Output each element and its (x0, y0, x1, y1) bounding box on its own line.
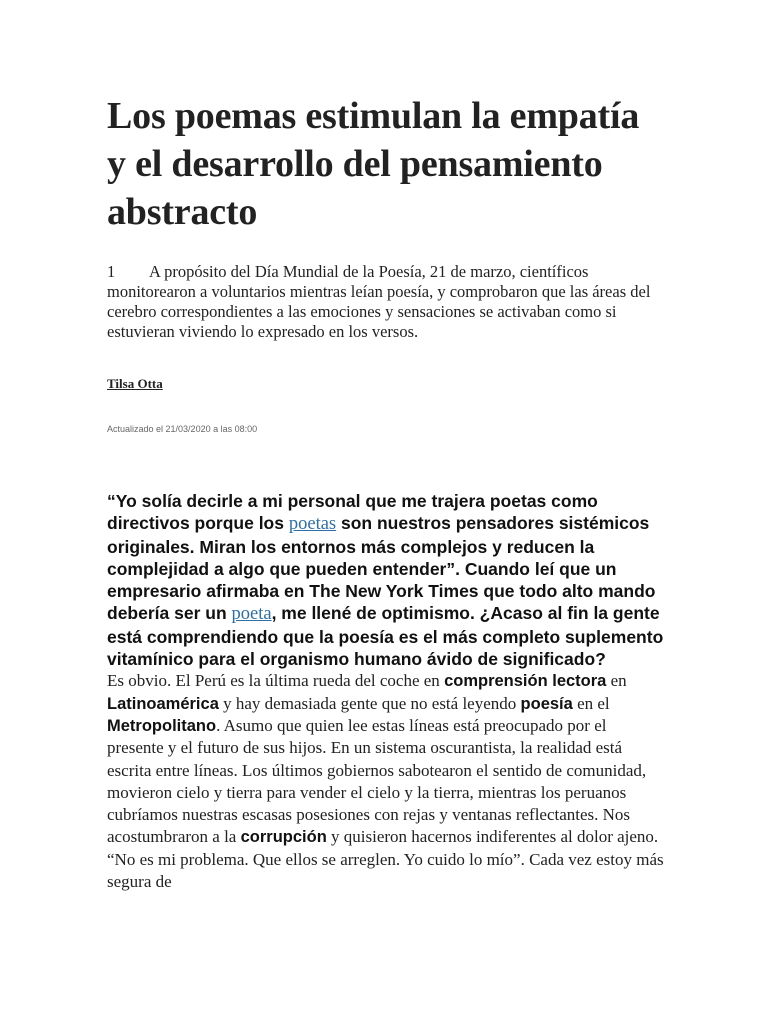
article (107, 92, 667, 893)
article-summary (107, 262, 667, 342)
poetas-link[interactable]: poetas (288, 514, 337, 535)
summary-number: 1 (107, 262, 116, 281)
keyword-corrupcion[interactable]: corrupción (240, 828, 327, 847)
keyword-comprension-lectora[interactable]: comprensión lectora (444, 672, 607, 691)
body-text-3: y hay demasiada gente que no está leyendo (218, 693, 521, 713)
body-text-6: y quisieron hacernos indiferentes al dolor ajeno. “No es mi problema. Que ellos se arreglen. Yo cuido lo mío”. Cada vez estoy más segura de (107, 827, 664, 892)
body-text-1: Es obvio. El Perú es la última rueda del coche en (107, 671, 445, 691)
lead-text-2: son nuestros pensadores sistémicos originales. Miran los entornos más complejos y reducen la complejidad a algo que pueden entender”. Cuando leí que un empresario afirmaba en The New York Times que todo alto mando debería ser un (107, 513, 656, 624)
keyword-poesia[interactable]: poesía (520, 694, 573, 713)
body-text-5: . Asumo que quien lee estas líneas está preocupado por el presente y el futuro de sus hijos. En un sistema oscurantista, la realidad está escrita entre líneas. Los últimos gobiernos sabotearon el sentido de comunidad, movieron cielo y tierra para vender el cielo y la tierra, mientras los peruanos cubríamos nuestras escasas posesiones con rejas y ventanas reflectantes. Nos acostumbraron a la (107, 715, 647, 847)
keyword-metropolitano[interactable]: Metropolitano (107, 716, 217, 735)
summary-text: A propósito del Día Mundial de la Poesía, 21 de marzo, científicos monitorearon a voluntarios mientras leían poesía, y comprobaron que las áreas del cerebro correspondientes a las emociones y sensaciones se activaban como si estuvieran viviendo lo expresado en los versos. (107, 262, 651, 341)
body-paragraph (107, 670, 667, 893)
keyword-latinoamerica[interactable]: Latinoamérica (107, 694, 219, 713)
updated-timestamp: Actualizado el 21/03/2020 a las 08:00 (107, 424, 258, 434)
lead-text-1: “Yo solía decirle a mi personal que me trajera poetas como directivos porque los (107, 491, 598, 534)
body-text-4: en el (572, 693, 610, 713)
poeta-link[interactable]: poeta (231, 604, 272, 625)
article-title: Los poemas estimulan la empatía y el desarrollo del pensamiento abstracto (107, 95, 640, 233)
lead-paragraph (107, 490, 667, 670)
body-text-2: en (606, 671, 627, 691)
lead-text-3: , me llené de optimismo. ¿Acaso al fin la gente está comprendiendo que la poesía es el más completo suplemento vitamínico para el organismo humano ávido de significado? (107, 603, 664, 670)
author-link[interactable]: Tilsa Otta (107, 376, 163, 391)
